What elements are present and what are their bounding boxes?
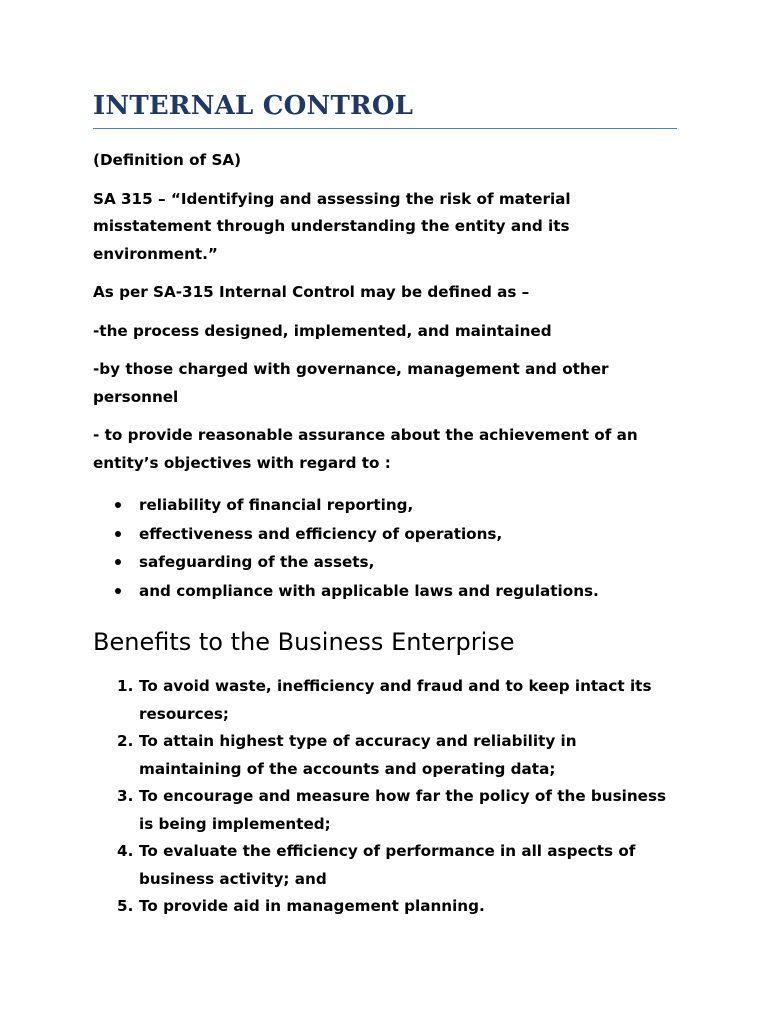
bullet-icon <box>115 559 121 565</box>
list-item-text: To evaluate the efficiency of performance in all aspects of business activity; and <box>139 842 636 888</box>
list-item <box>93 893 683 921</box>
list-item <box>93 520 683 549</box>
list-item <box>93 838 683 893</box>
list-item <box>93 673 683 728</box>
bullet-icon <box>115 502 121 508</box>
list-item-text: safeguarding of the assets, <box>139 553 375 571</box>
document-page <box>93 86 683 921</box>
list-item <box>93 728 683 783</box>
list-item-number: 3. <box>117 787 134 805</box>
list-item <box>93 491 683 520</box>
list-item <box>93 577 683 606</box>
list-item-text: To encourage and measure how far the policy of the business is being implemented; <box>139 787 667 833</box>
list-item <box>93 783 683 838</box>
objectives-list <box>93 491 683 605</box>
list-item-number: 4. <box>117 842 134 860</box>
list-item-text: To provide aid in management planning. <box>139 897 485 915</box>
list-item-text: and compliance with applicable laws and regulations. <box>139 581 599 600</box>
list-item-text: To attain highest type of accuracy and reliability in maintaining of the accounts and operating data; <box>139 732 577 778</box>
bullet-icon <box>115 531 121 537</box>
benefits-list <box>93 673 683 921</box>
definition-charged-by: -by those charged with governance, management and other personnel <box>93 360 609 406</box>
list-item-number: 2. <box>117 732 134 750</box>
sa315-quote: SA 315 – “Identifying and assessing the risk of material misstatement through understanding the entity and its environment.” <box>93 189 571 263</box>
list-item-text: To avoid waste, inefficiency and fraud and to keep intact its resources; <box>139 677 652 723</box>
list-item-text: reliability of financial reporting, <box>139 496 414 514</box>
list-item <box>93 548 683 577</box>
list-item-text: effectiveness and efficiency of operations, <box>139 524 503 543</box>
definition-intro: As per SA-315 Internal Control may be defined as – <box>93 283 530 301</box>
definition-process: -the process designed, implemented, and maintained <box>93 321 552 340</box>
definition-purpose: - to provide reasonable assurance about the achievement of an entity’s objectives with regard to : <box>93 426 638 472</box>
benefits-heading: Benefits to the Business Enterprise <box>93 628 515 656</box>
bullet-icon <box>115 588 121 594</box>
title-underline-rule <box>93 128 677 129</box>
list-item-number: 5. <box>117 897 134 915</box>
list-item-number: 1. <box>117 677 134 695</box>
document-title: INTERNAL CONTROL <box>93 91 414 121</box>
definition-label: (Definition of SA) <box>93 151 242 169</box>
